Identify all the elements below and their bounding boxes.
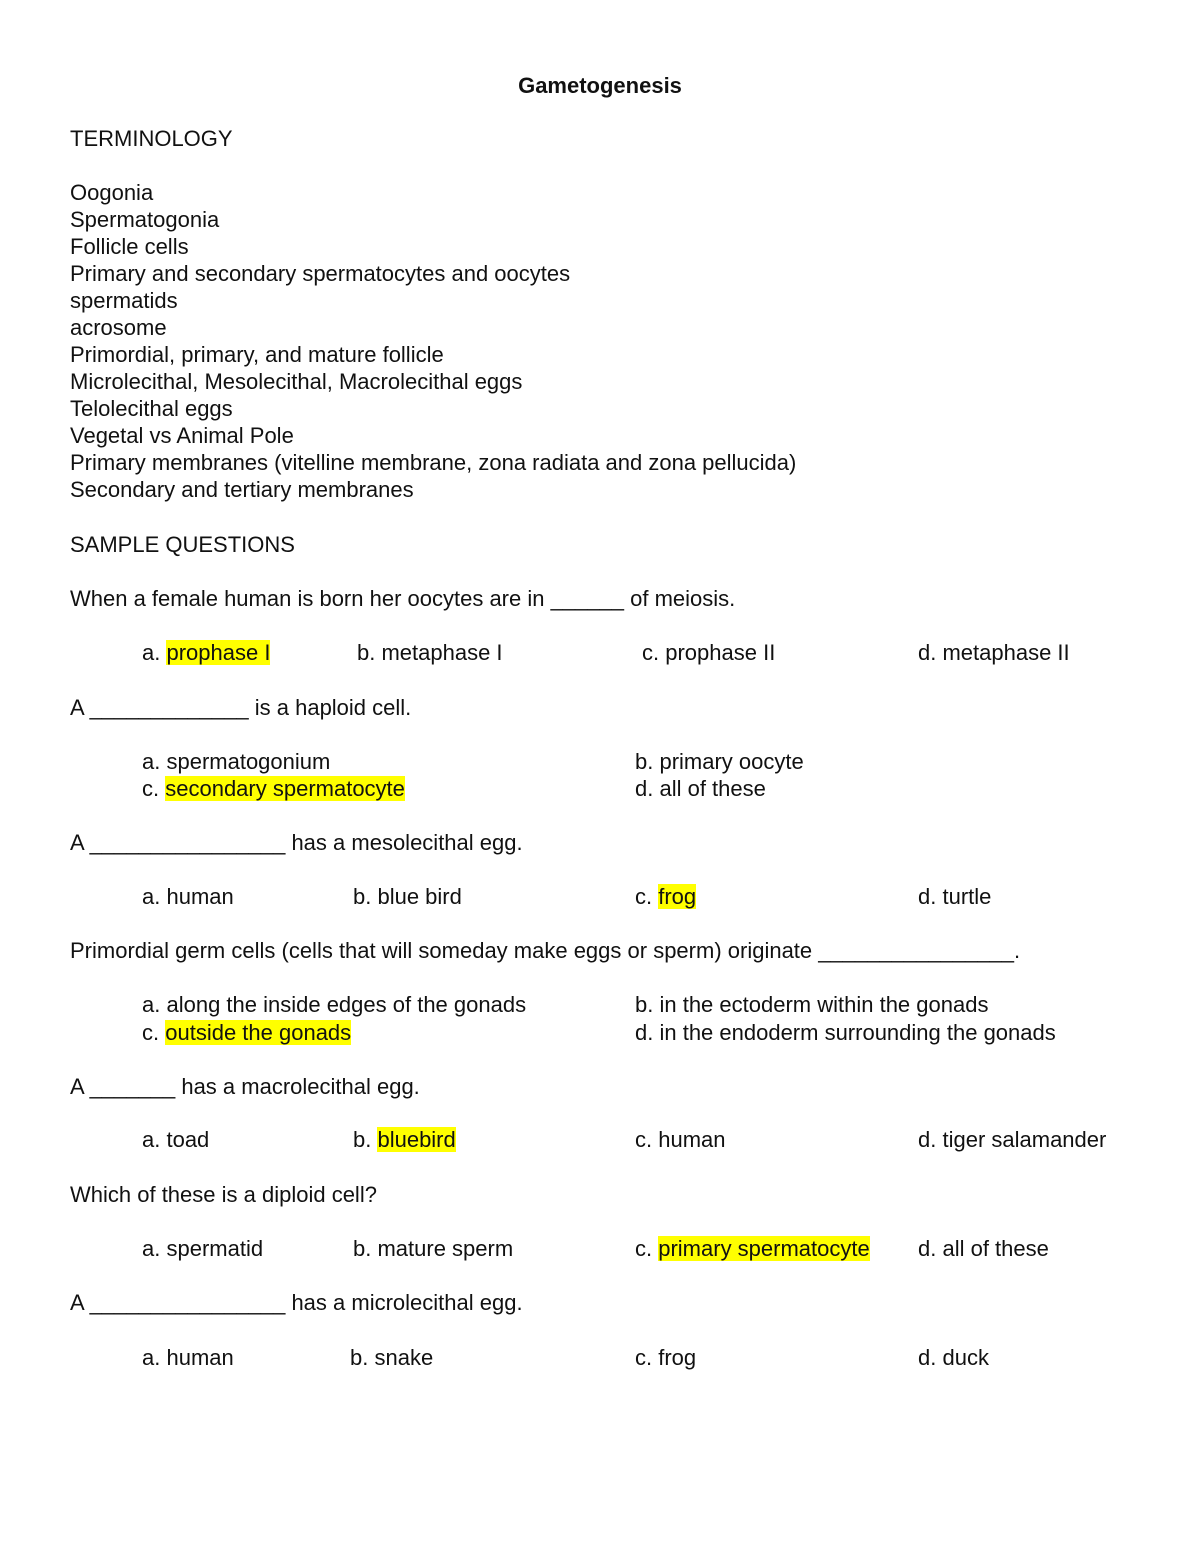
term-item: Microlecithal, Mesolecithal, Macrolecithal eggs: [70, 369, 523, 394]
answer-option: c. outside the gonads: [142, 1020, 352, 1045]
answer-option: b. blue bird: [353, 884, 462, 909]
term-item: Primordial, primary, and mature follicle: [70, 342, 444, 367]
question-text: A _______ has a macrolecithal egg.: [70, 1074, 420, 1099]
terminology-heading: TERMINOLOGY: [70, 126, 233, 151]
question-text: A _____________ is a haploid cell.: [70, 695, 412, 720]
answer-option: d. turtle: [918, 884, 992, 909]
term-item: spermatids: [70, 288, 178, 313]
term-item: Secondary and tertiary membranes: [70, 477, 414, 502]
answer-option: c. prophase II: [642, 640, 776, 665]
answer-option: b. bluebird: [353, 1127, 456, 1152]
highlighted-answer: outside the gonads: [165, 1020, 352, 1045]
answer-option: a. along the inside edges of the gonads: [142, 992, 527, 1017]
answer-option: c. frog: [635, 884, 697, 909]
answer-option: c. human: [635, 1127, 726, 1152]
term-item: Primary membranes (vitelline membrane, zona radiata and zona pellucida): [70, 450, 797, 475]
term-item: Vegetal vs Animal Pole: [70, 423, 294, 448]
sample-questions-heading: SAMPLE QUESTIONS: [70, 532, 295, 557]
answer-option: a. spermatogonium: [142, 749, 331, 774]
answer-option: a. prophase I: [142, 640, 271, 665]
answer-option: d. all of these: [918, 1236, 1049, 1261]
highlighted-answer: secondary spermatocyte: [165, 776, 405, 801]
term-item: Spermatogonia: [70, 207, 220, 232]
question-text: When a female human is born her oocytes are in ______ of meiosis.: [70, 586, 736, 611]
answer-option: b. snake: [350, 1345, 434, 1370]
term-item: Primary and secondary spermatocytes and oocytes: [70, 261, 571, 286]
answer-option: a. spermatid: [142, 1236, 264, 1261]
answer-option: c. secondary spermatocyte: [142, 776, 405, 801]
answer-option: b. metaphase I: [357, 640, 503, 665]
answer-option: d. all of these: [635, 776, 766, 801]
term-item: Oogonia: [70, 180, 154, 205]
answer-option: d. duck: [918, 1345, 989, 1370]
answer-option: a. human: [142, 1345, 234, 1370]
answer-option: c. primary spermatocyte: [635, 1236, 870, 1261]
highlighted-answer: frog: [658, 884, 697, 909]
answer-option: b. in the ectoderm within the gonads: [635, 992, 989, 1017]
answer-option: b. primary oocyte: [635, 749, 804, 774]
answer-option: b. mature sperm: [353, 1236, 514, 1261]
question-text: Primordial germ cells (cells that will someday make eggs or sperm) originate ________________.: [70, 938, 1021, 963]
term-item: Follicle cells: [70, 234, 189, 259]
highlighted-answer: prophase I: [166, 640, 271, 665]
question-text: A ________________ has a microlecithal egg.: [70, 1290, 523, 1315]
highlighted-answer: primary spermatocyte: [658, 1236, 870, 1261]
answer-option: d. metaphase II: [918, 640, 1070, 665]
answer-option: d. in the endoderm surrounding the gonads: [635, 1020, 1056, 1045]
question-text: A ________________ has a mesolecithal egg.: [70, 830, 523, 855]
question-text: Which of these is a diploid cell?: [70, 1182, 377, 1207]
term-item: Telolecithal eggs: [70, 396, 233, 421]
answer-option: d. tiger salamander: [918, 1127, 1107, 1152]
answer-option: c. frog: [635, 1345, 697, 1370]
answer-option: a. human: [142, 884, 234, 909]
answer-option: a. toad: [142, 1127, 210, 1152]
term-item: acrosome: [70, 315, 167, 340]
highlighted-answer: bluebird: [377, 1127, 456, 1152]
page-title: Gametogenesis: [518, 73, 682, 98]
